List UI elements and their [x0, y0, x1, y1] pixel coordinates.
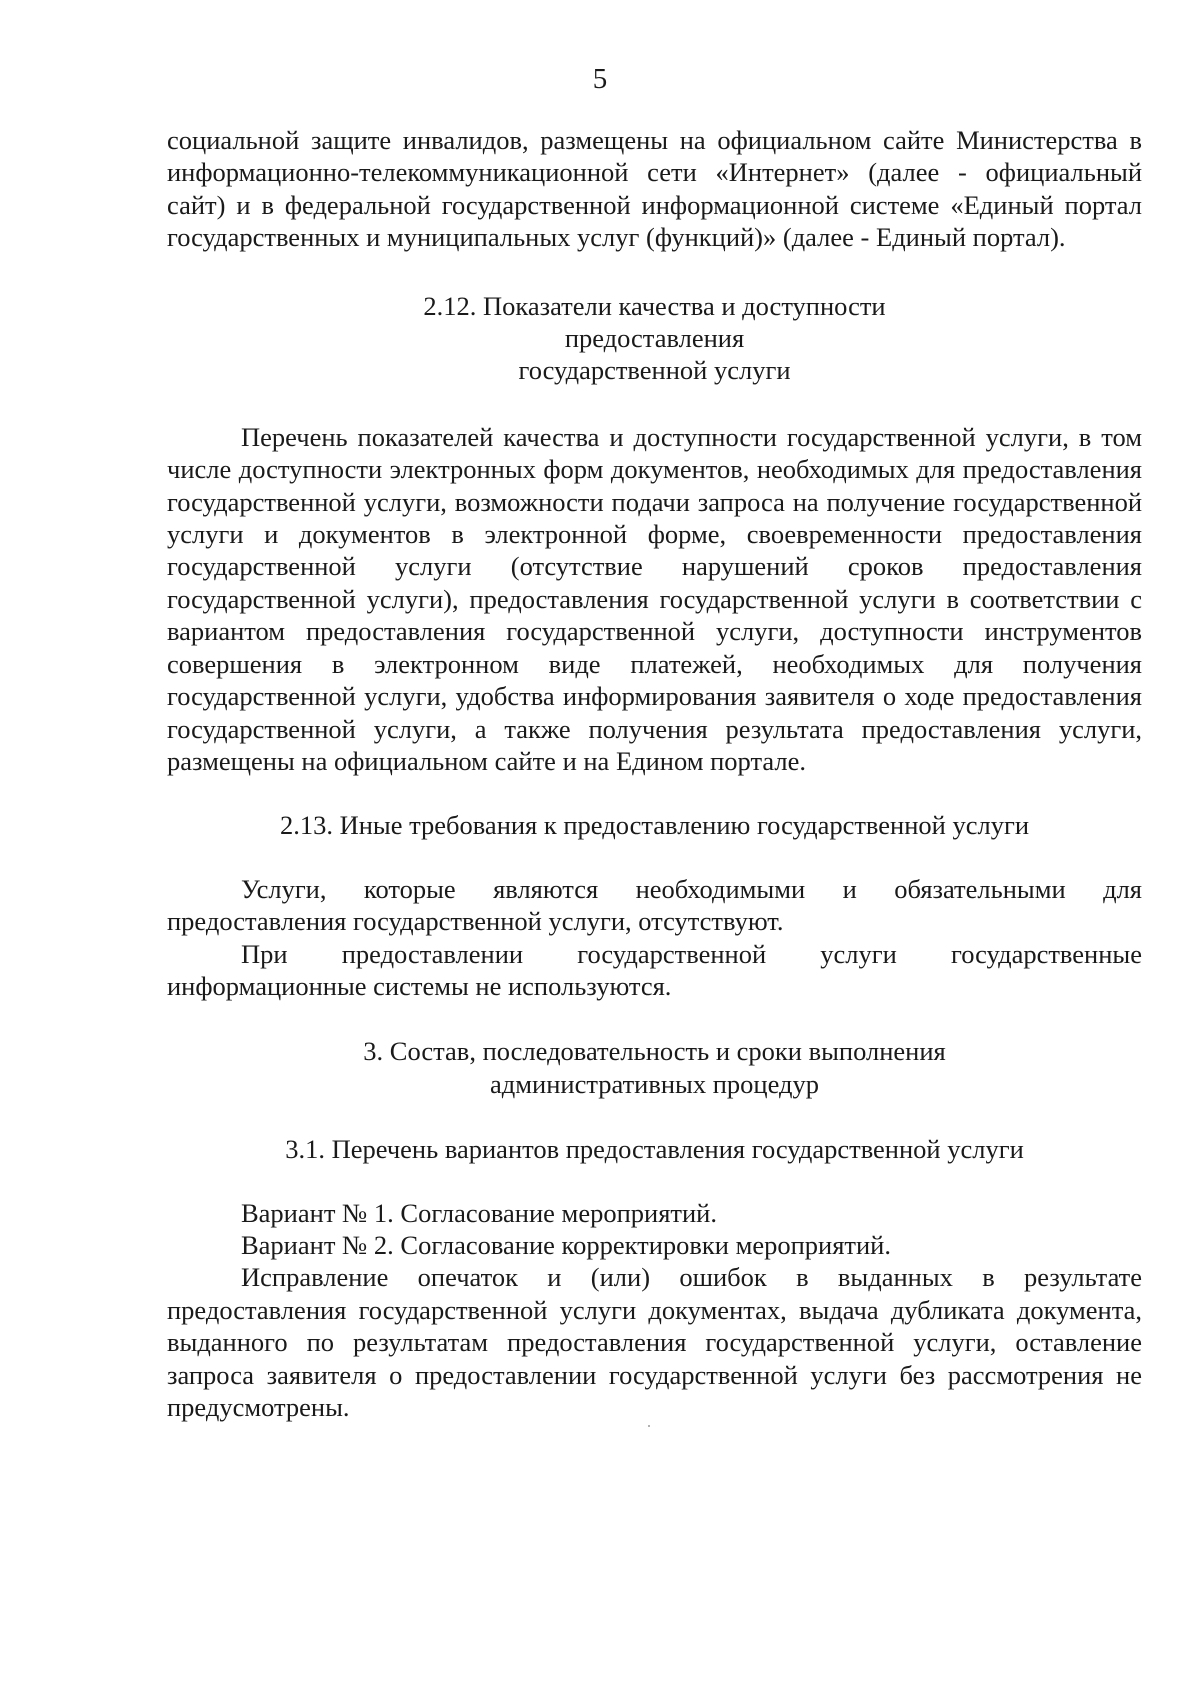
- paragraph-social-protection: социальной защите инвалидов, размещены на официальном сайте Министерства в информационно-телекоммуникационной сети «Интернет» (далее - официальный сайт) и в федеральной государственной информационной системе «Единый портал государственных и муниципальных услуг (функций)» (далее - Единый портал).: [167, 125, 1142, 253]
- paragraph-required-services: Услуги, которые являются необходимыми и обязательными для предоставления государственной услуги, отсутствуют.: [167, 873, 1142, 937]
- paragraph-corrections: Исправление опечаток и (или) ошибок в выданных в результате предоставления государственной услуги документах, выдача дубликата документа, выданного по результатам предоставления государственной услуги, оставление запроса заявителя о предоставлении государственной услуги без рассмотрения не предусмотрены.: [167, 1262, 1142, 1422]
- scan-speck: [648, 1425, 650, 1427]
- document-body: [167, 124, 1142, 1423]
- page-number: 5: [592, 63, 608, 95]
- paragraph-variant-1: Вариант № 1. Согласование мероприятий.: [241, 1197, 717, 1228]
- paragraph-information-systems: При предоставлении государственной услуги государственные информационные системы не используются.: [167, 938, 1142, 1001]
- section-heading-2-12-line1: 2.12. Показатели качества и доступности предоставления: [423, 290, 886, 354]
- section-heading-3-1: 3.1. Перечень вариантов предоставления государственной услуги: [285, 1134, 1024, 1165]
- section-heading-3-line1: 3. Состав, последовательность и сроки выполнения: [363, 1036, 946, 1067]
- section-heading-2-12: [335, 290, 975, 387]
- section-heading-3-line2: административных процедур: [490, 1068, 819, 1099]
- paragraph-variant-2: Вариант № 2. Согласование корректировки мероприятий.: [241, 1229, 891, 1260]
- paragraph-quality-indicators: Перечень показателей качества и доступности государственной услуги, в том числе доступности электронных форм документов, необходимых для предоставления государственной услуги, возможности подачи запроса на получение государственной услуги и документов в электронной форме, своевременности предоставления государственной услуги (отсутствие нарушений сроков предоставления государственной услуги), предоставления государственной услуги в соответствии с вариантом предоставления государственной услуги, доступности инструментов совершения в электронном виде платежей, необходимых для получения государственной услуги, удобства информирования заявителя о ходе предоставления государственной услуги, а также получения результата предоставления услуги, размещены на официальном сайте и на Едином портале.: [167, 421, 1142, 776]
- section-heading-2-13: 2.13. Иные требования к предоставлению государственной услуги: [279, 810, 1029, 841]
- section-heading-2-12-line2: государственной услуги: [518, 355, 791, 386]
- section-heading-3: [315, 1035, 995, 1100]
